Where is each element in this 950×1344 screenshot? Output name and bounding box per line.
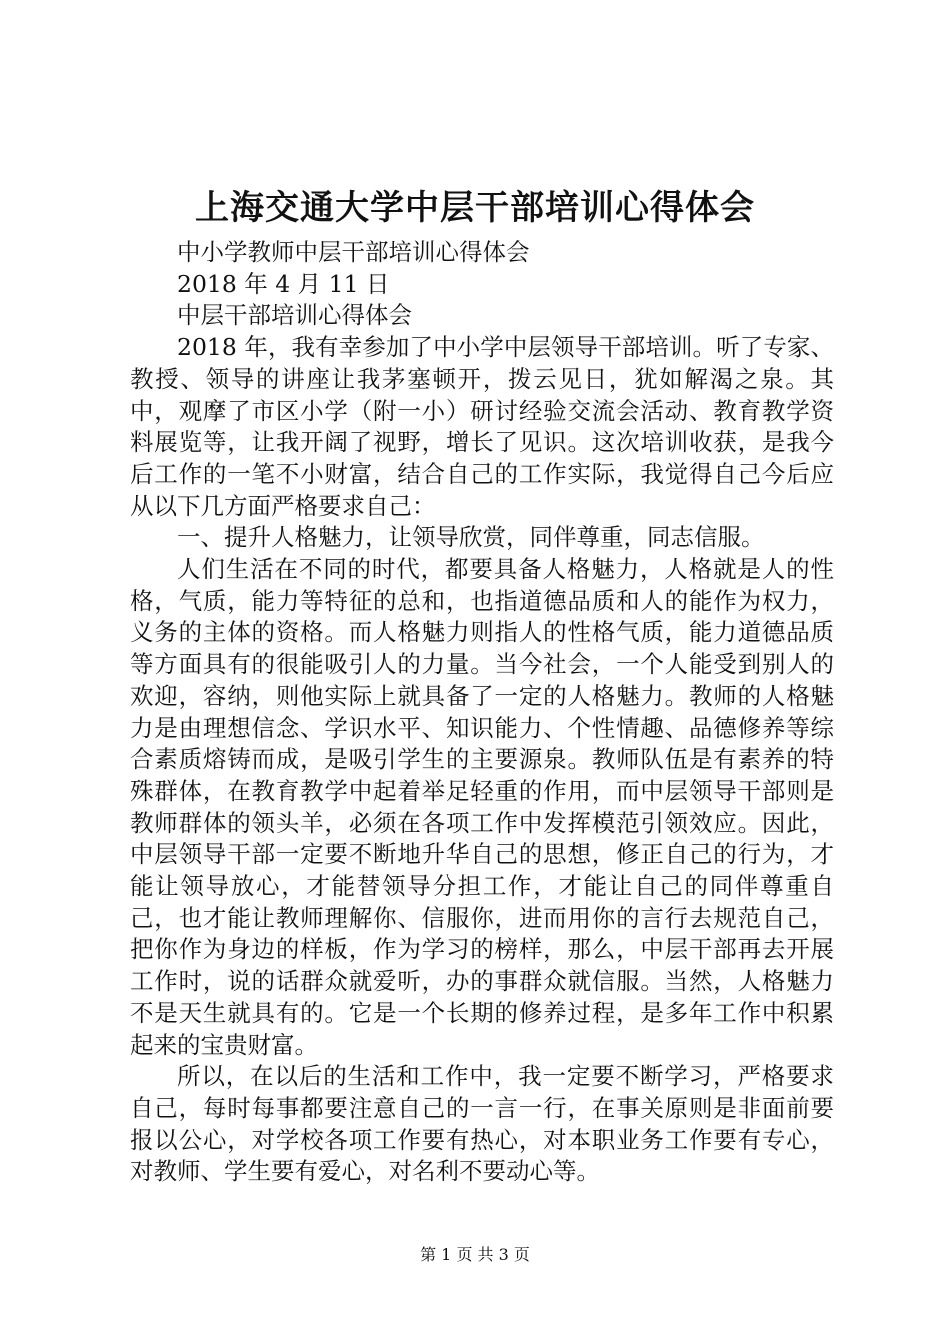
date-line: 2018 年 4 月 11 日 [177, 269, 390, 298]
body-paragraph: 2018 年，我有幸参加了中小学中层领导干部培训。听了专家、教授、领导的讲座让我茅塞顿开，拨云见日，犹如解渴之泉。其中，观摩了市区小学（附一小）研讨经验交流会活动、教育教学资料展览等，让我开阔了视野，增长了见识。这次培训收获，是我今后工作的一笔不小财富，结合自己的工作实际，我觉得自己今后应从以下几方面严格要求自己： [130, 333, 834, 520]
section-heading: 中层干部培训心得体会 [177, 301, 412, 330]
document-title: 上海交通大学中层干部培训心得体会 [195, 188, 755, 228]
page-number-footer: 第 1 页 共 3 页 [420, 1245, 530, 1264]
document-body [130, 237, 834, 1188]
body-paragraph: 人们生活在不同的时代，都要具备人格魅力，人格就是人的性格，气质，能力等特征的总和，也指道德品质和人的能作为权力，义务的主体的资格。而人格魅力则指人的性格气质，能力道德品质等方面具有的很能吸引人的力量。当今社会，一个人能受到别人的欢迎，容纳，则他实际上就具备了一定的人格魅力。教师的人格魅力是由理想信念、学识水平、知识能力、个性情趣、品德修养等综合素质熔铸而成，是吸引学生的主要源泉。教师队伍是有素养的特殊群体，在教育教学中起着举足轻重的作用，而中层领导干部则是教师群体的领头羊，必须在各项工作中发挥模范引领效应。因此，中层领导干部一定要不断地升华自己的思想，修正自己的行为，才能让领导放心，才能替领导分担工作，才能让自己的同伴尊重自己，也才能让教师理解你、信服你，进而用你的言行去规范自己，把你作为身边的样板，作为学习的榜样，那么，中层干部再去开展工作时，说的话群众就爱听，办的事群众就信服。当然，人格魅力不是天生就具有的。它是一个长期的修养过程，是多年工作中积累起来的宝贵财富。 [130, 555, 834, 1059]
point-heading: 一、提升人格魅力，让领导欣赏，同伴尊重，同志信服。 [177, 523, 765, 552]
subtitle-line: 中小学教师中层干部培训心得体会 [177, 238, 530, 266]
body-paragraph: 所以，在以后的生活和工作中，我一定要不断学习，严格要求自己，每时每事都要注意自己的一言一行，在事关原则是非面前要报以公心，对学校各项工作要有热心，对本职业务工作要有专心，对教师、学生要有爱心，对名利不要动心等。 [130, 1062, 834, 1186]
